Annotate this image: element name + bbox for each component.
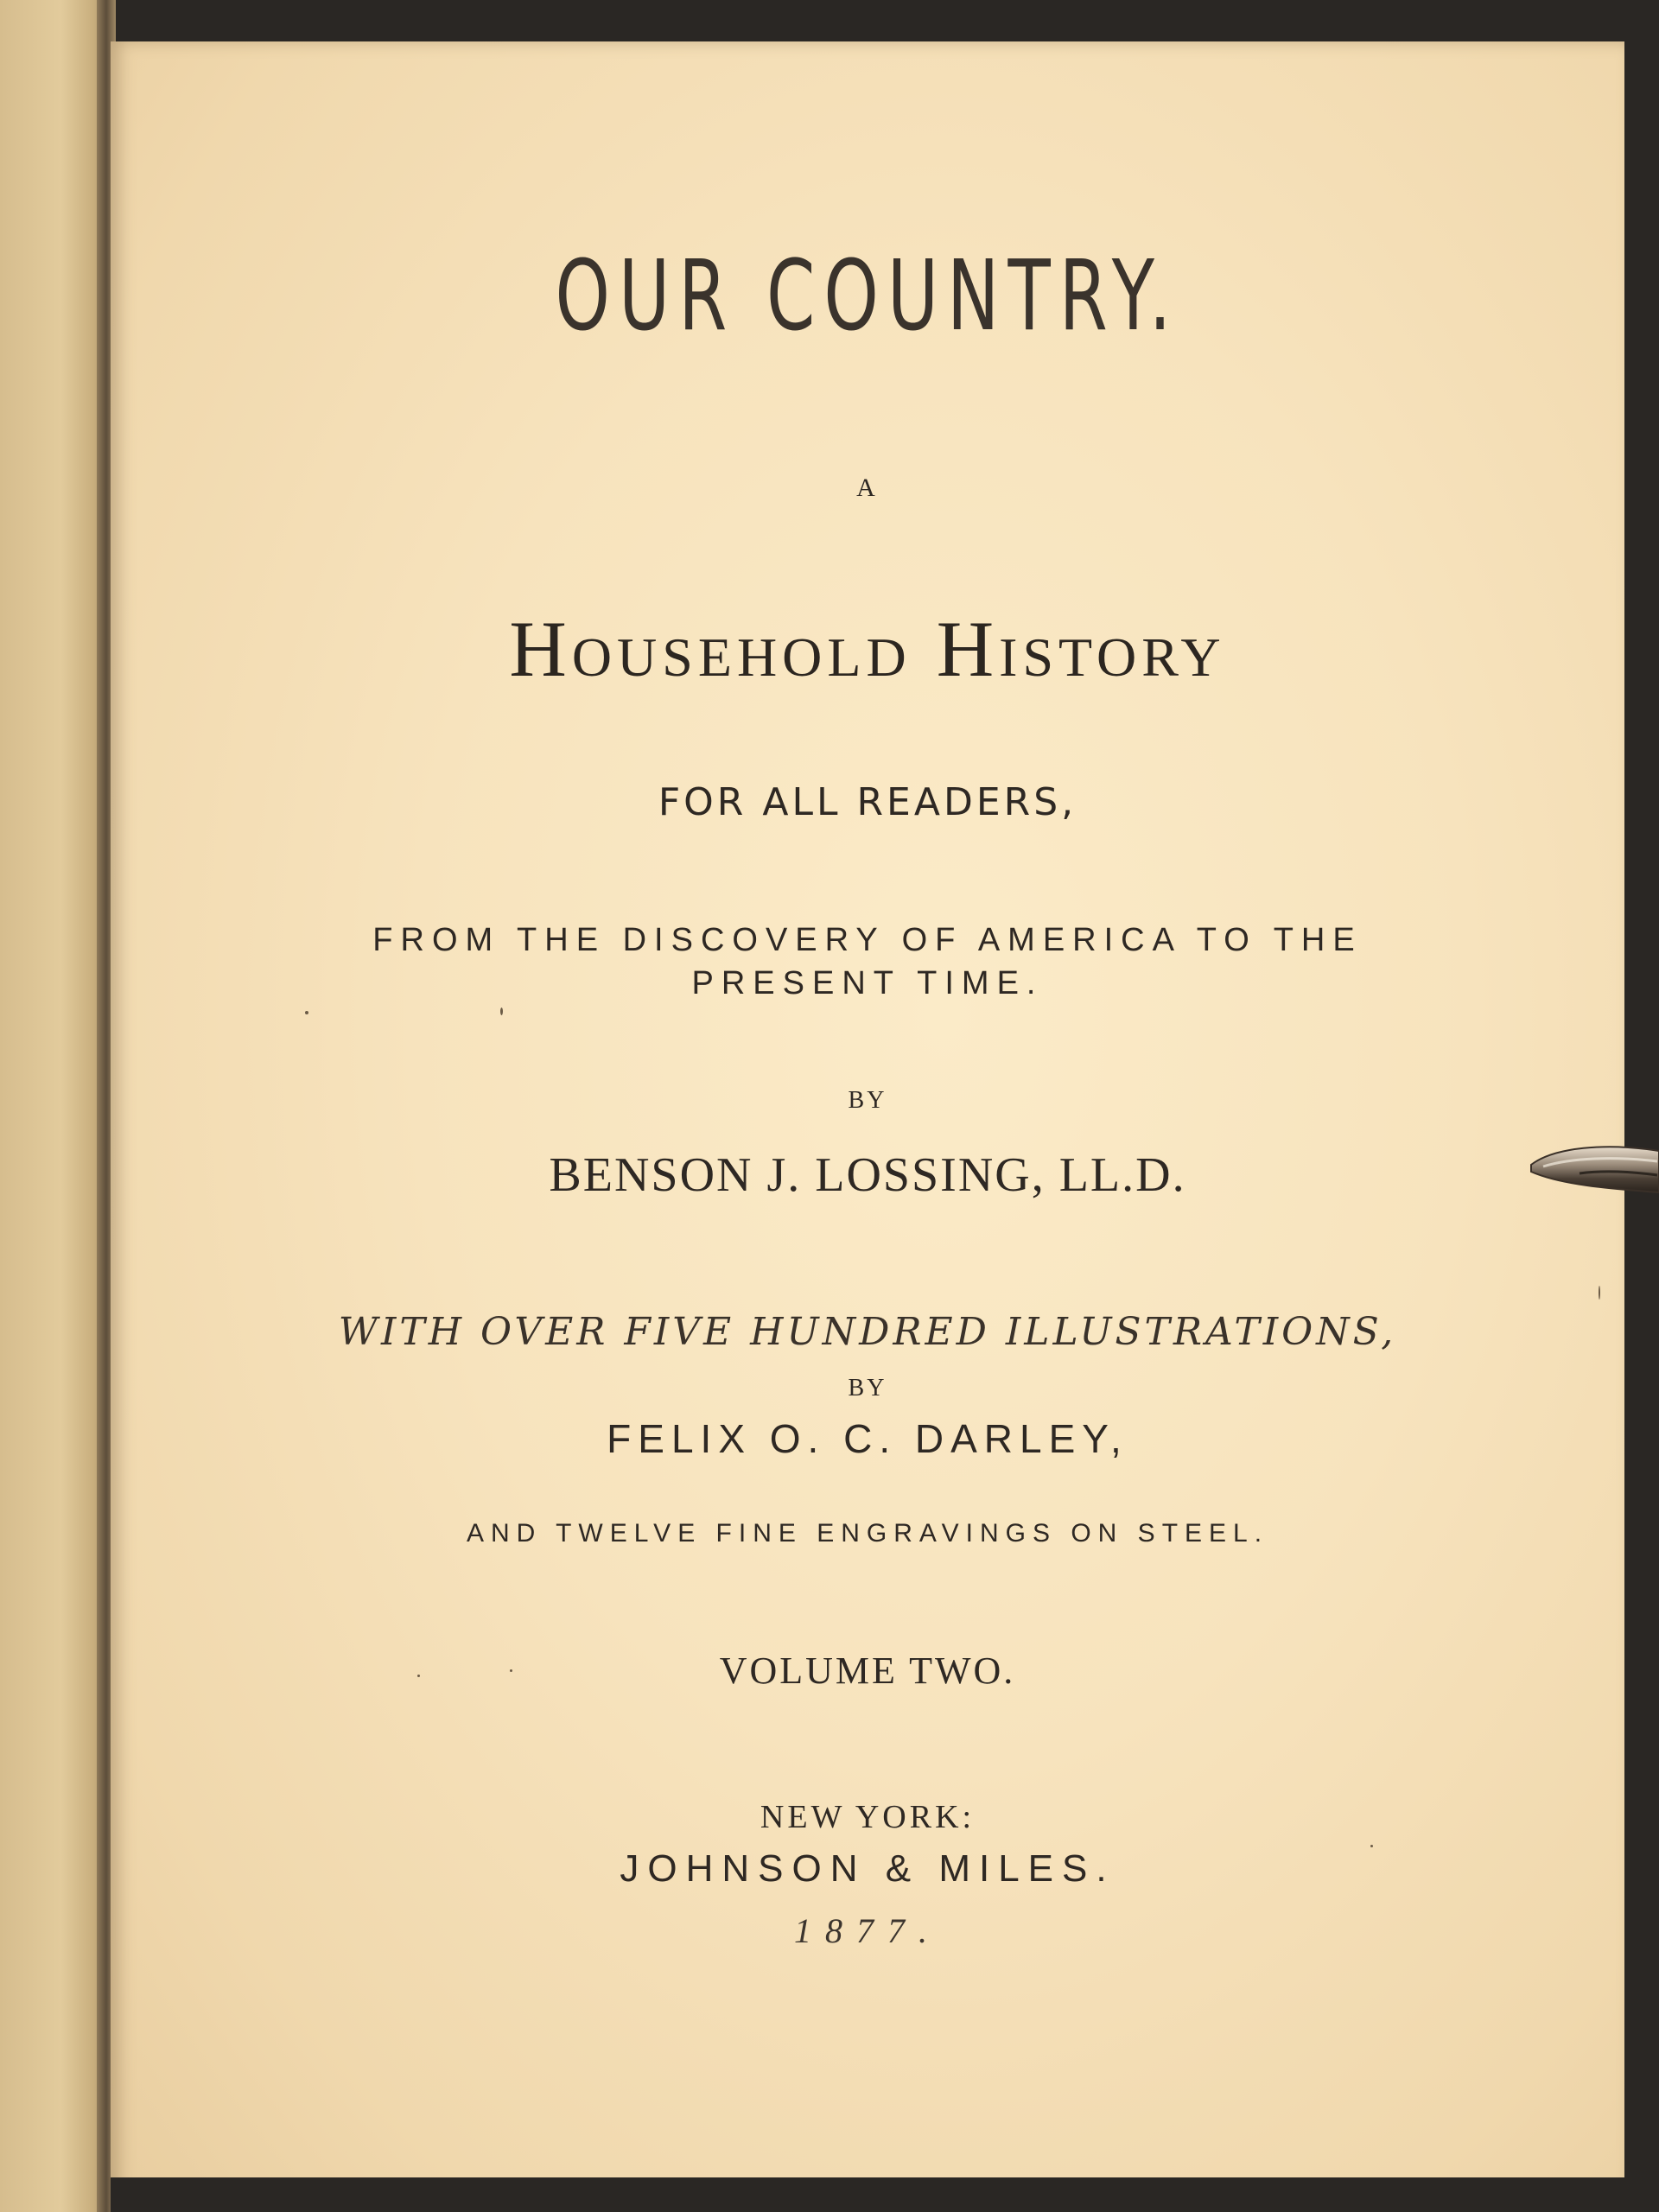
paper-speck bbox=[1370, 1845, 1373, 1847]
paper-speck bbox=[417, 1675, 420, 1677]
by-illustrator-label: BY bbox=[848, 1375, 887, 1402]
book-subtitle: Household History bbox=[509, 605, 1226, 693]
by-author-label: BY bbox=[848, 1087, 887, 1114]
engravings-line: AND TWELVE FINE ENGRAVINGS ON STEEL. bbox=[466, 1519, 1269, 1548]
author-name: BENSON J. LOSSING, LL.D. bbox=[549, 1148, 1186, 1202]
illustrations-line: WITH OVER FIVE HUNDRED ILLUSTRATIONS, bbox=[338, 1310, 1397, 1354]
metal-clip-icon bbox=[1528, 1132, 1659, 1214]
volume-label: VOLUME TWO. bbox=[719, 1649, 1016, 1692]
publication-year: 1877. bbox=[794, 1911, 941, 1950]
audience-line: FOR ALL READERS, bbox=[658, 780, 1077, 824]
publisher-city: NEW YORK: bbox=[760, 1799, 976, 1835]
facing-page bbox=[0, 0, 111, 2212]
title-article: A bbox=[856, 474, 879, 502]
paper-speck bbox=[500, 1007, 503, 1015]
period-line-1: FROM THE DISCOVERY OF AMERICA TO THE bbox=[372, 922, 1363, 958]
paper-speck bbox=[305, 1011, 308, 1014]
paper-speck bbox=[1599, 1286, 1600, 1300]
book-title: OUR COUNTRY. bbox=[555, 240, 1180, 353]
period-line-2: PRESENT TIME. bbox=[691, 965, 1044, 1001]
publisher-name: JOHNSON & MILES. bbox=[620, 1847, 1116, 1890]
paper-speck bbox=[510, 1669, 512, 1672]
illustrator-name: FELIX O. C. DARLEY, bbox=[607, 1416, 1128, 1461]
title-page bbox=[111, 41, 1624, 2202]
page-bottom-shadow bbox=[111, 2177, 1624, 2212]
